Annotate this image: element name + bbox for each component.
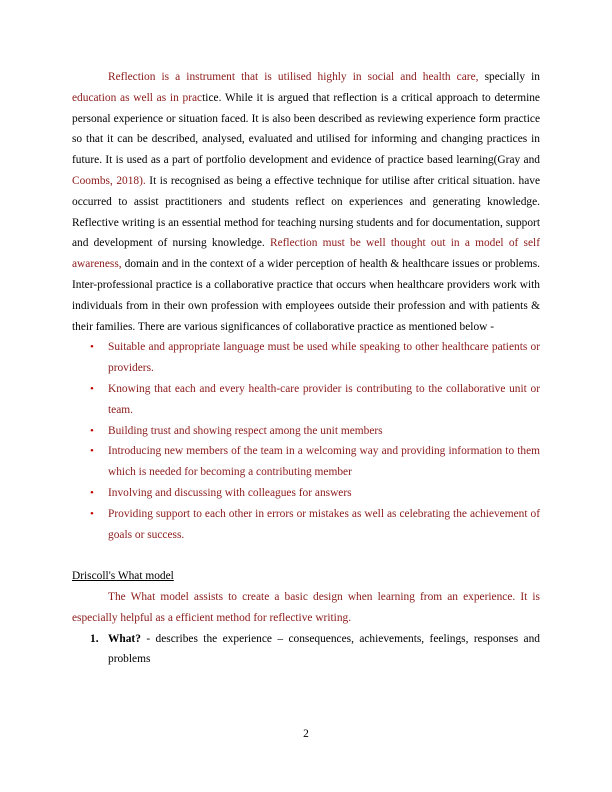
bullet-icon: • [90, 486, 94, 499]
text-run: tice. While it is argued that reflection is a critical approach to determine personal experience or situation faced. It is also been described as reviewing experience form practice so that it can be described, analysed, evaluated and utilised for informing and changing practices in future. It is used as a part of portfolio development and evidence of practice based learning(Gray and [72, 91, 540, 167]
spacer [72, 545, 540, 566]
list-item [72, 441, 540, 483]
text-run: domain and in the context of a wider perception of health & healthcare issues or problems. Inter-professional practice is a collaborative practice that occurs when healthcare providers work with individuals from in their own profession with employees outside their profession and with patients & their families. There are various significances of collaborative practice as mentioned below - [72, 258, 540, 333]
list-item [72, 337, 540, 379]
text-run: The What model assists to create a basic design when learning from an experience. It is especially helpful as a efficient method for reflective writing. [72, 590, 540, 624]
list-item-text: Providing support to each other in errors or mistakes as well as celebrating the achievement of goals or success. [108, 507, 540, 541]
list-item [72, 629, 540, 671]
bullet-icon: • [90, 424, 94, 437]
text-run: education as well as in prac [72, 91, 203, 104]
intro-paragraph [72, 67, 540, 337]
bullet-icon: • [90, 341, 94, 354]
list-item-text: Knowing that each and every health-care provider is contributing to the collaborative unit or team. [108, 382, 540, 416]
text-run: Reflection is a instrument that is utilised highly in social and health care, [108, 71, 479, 83]
list-item-text: Suitable and appropriate language must be used while speaking to other healthcare patients or providers. [108, 341, 540, 375]
list-item [72, 421, 540, 442]
numbered-list [72, 629, 540, 671]
text-run: specially in [478, 71, 540, 83]
list-item [72, 504, 540, 546]
list-term: What? [108, 632, 141, 645]
bullet-icon: • [90, 507, 94, 520]
list-item-text: Introducing new members of the team in a welcoming way and providing information to them which is needed for becoming a contributing member [108, 445, 540, 479]
list-item-text: - describes the experience – consequences, achievements, feelings, responses and problems [108, 632, 540, 666]
list-number: 1. [90, 632, 99, 645]
section-heading: Driscoll's What model [72, 570, 174, 583]
text-run: Reflection must be well thought out in a model of self awareness, [72, 237, 540, 271]
bullet-icon: • [90, 382, 94, 395]
list-item [72, 483, 540, 504]
citation: Coombs, 2018). [72, 174, 146, 187]
what-model-paragraph [72, 587, 540, 629]
text-run: It is recognised as being a effective technique for utilise after critical situation. have occurred to assist practitioners and students reflect on experiences and generating knowledge. Reflective writing is an essential method for teaching nursing students and for documentation, support and development of nursing knowledge. [72, 174, 540, 250]
page-content [72, 67, 540, 670]
significance-list [72, 337, 540, 545]
list-item-text: Involving and discussing with colleagues for answers [108, 486, 352, 499]
list-item-text: Building trust and showing respect among the unit members [108, 424, 383, 437]
list-item [72, 379, 540, 421]
bullet-icon: • [90, 445, 94, 458]
page-number: 2 [303, 728, 309, 740]
